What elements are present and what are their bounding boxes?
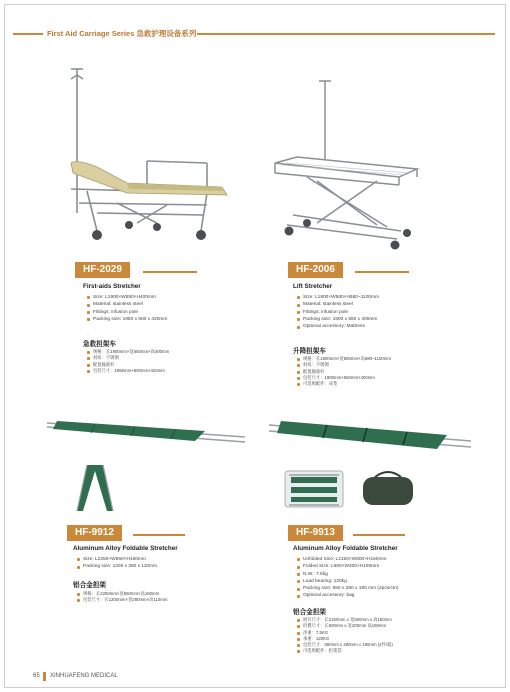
spec-item: Optional accessory: bag bbox=[297, 592, 398, 599]
spec-list-hf-9912 bbox=[77, 556, 157, 571]
footer-brand: XINHUAFENG MEDICAL bbox=[50, 673, 118, 679]
badge-rule-hf-9913 bbox=[353, 534, 405, 536]
spec-item-cn: 包装尺寸：1950mm×600mm×420mm bbox=[87, 368, 169, 374]
spec-item: N.W.: 7.5kg bbox=[297, 571, 398, 578]
spec-item: Size: L1900×W550×H400mm bbox=[87, 294, 167, 301]
catalog-page bbox=[4, 4, 506, 688]
model-badge-hf-9912: HF-9912 bbox=[67, 525, 122, 541]
badge-rule-hf-2006 bbox=[355, 271, 409, 273]
product-name-hf-2006: Lift Stretcher bbox=[293, 283, 333, 290]
header-rule-right bbox=[197, 33, 495, 35]
spec-item-cn: 材质：不锈钢 bbox=[297, 362, 391, 368]
hf-2029-stretcher-image bbox=[57, 63, 237, 258]
spec-item-cn: 规格：长1900mm×宽550mm×高400mm bbox=[87, 349, 169, 355]
spec-item: Size: L1800×W560×H580~1100mm bbox=[297, 294, 379, 301]
spec-item-cn: 包装尺寸：1900mm×560mm×400mm bbox=[297, 375, 391, 381]
spec-item: Fittings: infusion pole bbox=[297, 309, 379, 316]
spec-item: Optional accessory: Mattress bbox=[297, 323, 379, 330]
section-title: First Aid Carriage Series 急救护理设备系列 bbox=[47, 29, 197, 38]
spec-item-cn: 包装尺寸：650mm x 280mm x 190mm (2件/箱) bbox=[297, 642, 393, 648]
spec-item: Unfolded Size: L2150×W500×H150mm bbox=[297, 556, 398, 563]
product-name-hf-9912: Aluminum Alloy Foldable Stretcher bbox=[73, 545, 178, 552]
badge-rule-hf-9912 bbox=[133, 534, 185, 536]
spec-item: Fittings: infusion pole bbox=[87, 309, 167, 316]
product-name-cn-hf-9913: 铝合金担架 bbox=[293, 609, 326, 616]
hf-9913-stretcher-open-image bbox=[267, 415, 473, 455]
spec-item-cn: 包装尺寸：长1200mm×宽280mm×高110mm bbox=[77, 597, 167, 603]
spec-item-cn: 规格：长1800mm×宽560mm×高580~1100mm bbox=[297, 356, 391, 362]
spec-item-cn: 折叠尺寸：长600mm x 宽200mm 高190mm bbox=[297, 623, 393, 629]
spec-list-hf-2006 bbox=[297, 294, 379, 330]
spec-list-cn-hf-2006 bbox=[297, 356, 391, 387]
spec-item: Load bearing: 120kg bbox=[297, 578, 398, 585]
section-header bbox=[13, 27, 495, 41]
model-badge-hf-2006: HF-2006 bbox=[288, 262, 343, 278]
product-name-cn-hf-2029: 急救担架车 bbox=[83, 341, 116, 348]
hf-9913-stretcher-folded-image bbox=[283, 467, 345, 511]
model-badge-hf-9913: HF-9913 bbox=[288, 525, 343, 541]
header-rule-left bbox=[13, 33, 43, 35]
spec-item-cn: 可选购配件：担架袋 bbox=[297, 648, 393, 654]
page-number: 65 bbox=[33, 673, 40, 679]
hf-2006-lift-stretcher-image bbox=[267, 77, 427, 257]
product-name-cn-hf-9912: 铝合金担架 bbox=[73, 582, 106, 589]
model-badge-hf-2029: HF-2029 bbox=[75, 262, 130, 278]
spec-item-cn: 展开尺寸：长2150mm x 宽500mm x 高150mm bbox=[297, 617, 393, 623]
hf-9912-stretcher-folded-image bbox=[73, 461, 117, 513]
spec-item-cn: 承重：120KG bbox=[297, 636, 393, 642]
badge-rule-hf-2029 bbox=[143, 271, 197, 273]
spec-item-cn: 可选购配件：床垫 bbox=[297, 381, 391, 387]
spec-list-cn-hf-2029 bbox=[87, 349, 169, 374]
spec-item: Packing size: 1950 x 600 x 420mm bbox=[87, 316, 167, 323]
spec-item-cn: 材质：不锈钢 bbox=[87, 355, 169, 361]
spec-list-hf-9913 bbox=[297, 556, 398, 600]
spec-item: Size: L2250×W550×H160mm bbox=[77, 556, 157, 563]
spec-item: Material: stainless steel bbox=[87, 301, 167, 308]
product-name-cn-hf-2006: 升降担架车 bbox=[293, 348, 326, 355]
product-name-hf-2029: First-aids Stretcher bbox=[83, 283, 141, 290]
spec-list-cn-hf-9912 bbox=[77, 591, 167, 604]
spec-item-cn: 配置输液杆 bbox=[87, 362, 169, 368]
spec-list-hf-2029 bbox=[87, 294, 167, 323]
spec-item: Packing size: 1200 x 280 x 110mm bbox=[77, 563, 157, 570]
spec-item: Material: stainless steel bbox=[297, 301, 379, 308]
spec-item-cn: 配置输液杆 bbox=[297, 369, 391, 375]
spec-list-cn-hf-9913 bbox=[297, 617, 393, 655]
spec-item: Packing size: 1900 x 560 x 400mm bbox=[297, 316, 379, 323]
hf-9913-carry-bag-image bbox=[361, 469, 415, 507]
spec-item-cn: 规格：长2250mm×宽550mm×高160mm bbox=[77, 591, 167, 597]
spec-item: Folded Size: L600×W200×H190mm bbox=[297, 563, 398, 570]
product-name-hf-9913: Aluminum Alloy Foldable Stretcher bbox=[293, 545, 398, 552]
spec-item: Packing size: 650 x 280 x 190 mm (2pcs/ctn) bbox=[297, 585, 398, 592]
hf-9912-stretcher-open-image bbox=[45, 415, 247, 451]
spec-item-cn: 净重：7.5KG bbox=[297, 630, 393, 636]
footer-accent-bar bbox=[43, 672, 46, 681]
